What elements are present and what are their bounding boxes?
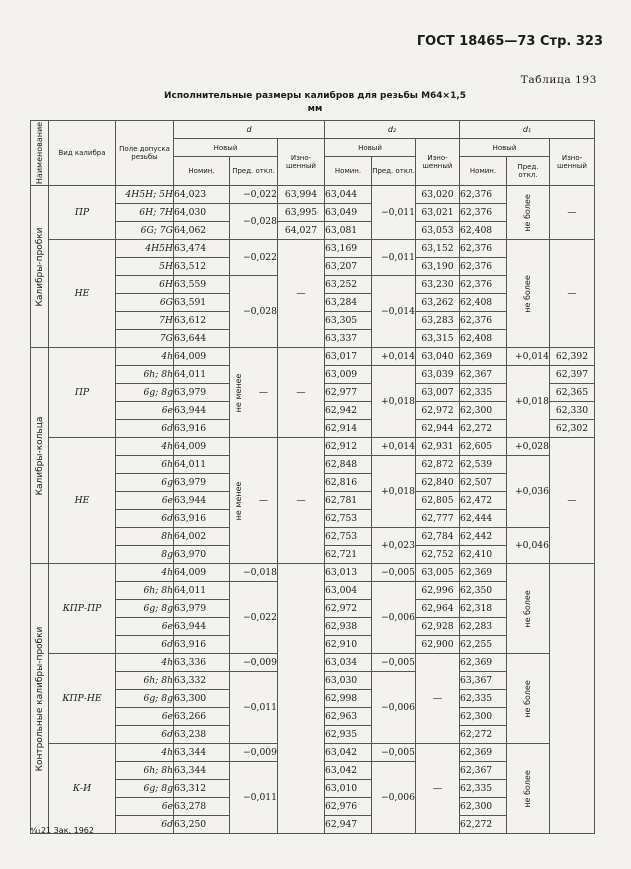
title-text: Исполнительные размеры калибров для резьбы М64×1,5 xyxy=(163,91,467,101)
dash-text: — xyxy=(258,494,269,506)
note-cell: не более xyxy=(507,240,550,348)
value-cell: 62,872 xyxy=(416,456,460,474)
value-cell: 62,972 xyxy=(325,600,372,618)
tol-cell: 6e xyxy=(116,492,174,510)
value-cell: 62,972 xyxy=(416,402,460,420)
kind-cell: К-И xyxy=(49,744,116,834)
value-cell: 63,005 xyxy=(416,564,460,582)
value-cell: 63,230 xyxy=(416,276,460,294)
value-cell: 62,300 xyxy=(460,798,507,816)
note-text: не менее xyxy=(234,481,243,520)
tol-cell: 6d xyxy=(116,726,174,744)
footer-note: ⁴⁄₄₁21 Зак. 1962 xyxy=(30,826,94,835)
dash-cell: — xyxy=(550,240,595,348)
value-cell: 62,963 xyxy=(325,708,372,726)
empty-cell xyxy=(278,564,325,834)
value-cell: 63,305 xyxy=(325,312,372,330)
dev-cell: −0,022 xyxy=(230,582,278,654)
value-cell: 64,027 xyxy=(278,222,325,240)
dev-cell: −0,006 xyxy=(372,582,416,654)
value-cell: 63,284 xyxy=(325,294,372,312)
value-cell: 63,021 xyxy=(416,204,460,222)
tol-cell: 6H xyxy=(116,276,174,294)
value-cell: 63,013 xyxy=(325,564,372,582)
tol-cell: 6g; 8g xyxy=(116,600,174,618)
value-cell: 62,300 xyxy=(460,402,507,420)
value-cell: 62,977 xyxy=(325,384,372,402)
value-cell: 63,312 xyxy=(174,780,230,798)
header-worn-d2: Изно-шенный xyxy=(416,139,460,186)
value-cell: 62,910 xyxy=(325,636,372,654)
value-cell: 64,011 xyxy=(174,582,230,600)
header-nom-d2: Номин. xyxy=(325,157,372,186)
note-cell: не более xyxy=(507,186,550,240)
tol-cell: 6d xyxy=(116,420,174,438)
tol-cell: 4H5H xyxy=(116,240,174,258)
header-new-d1: Новый xyxy=(460,139,550,157)
page-header: ГОСТ 18465—73 Стр. 323 xyxy=(416,34,603,49)
tol-cell: 6h xyxy=(116,456,174,474)
dev-cell: −0,011 xyxy=(230,672,278,744)
value-cell: 62,408 xyxy=(460,294,507,312)
tol-cell: 8g xyxy=(116,546,174,564)
table-number: Таблица 193 xyxy=(520,74,597,86)
tol-cell: 6G; 7G xyxy=(116,222,174,240)
header-tolerance: Поле допуска резьбы xyxy=(116,121,174,186)
kind-cell: ПР xyxy=(49,186,116,240)
value-cell: 62,442 xyxy=(460,528,507,546)
value-cell: 63,042 xyxy=(325,762,372,780)
tol-cell: 4h xyxy=(116,564,174,582)
value-cell: 63,995 xyxy=(278,204,325,222)
value-cell: 63,979 xyxy=(174,600,230,618)
value-cell: 62,369 xyxy=(460,348,507,366)
dev-cell: +0,023 xyxy=(372,528,416,564)
value-cell: 63,053 xyxy=(416,222,460,240)
tol-cell: 6g; 8g xyxy=(116,384,174,402)
dev-cell: +0,014 xyxy=(372,438,416,456)
group-label: Калибры-пробки xyxy=(31,186,49,348)
dev-cell: −0,011 xyxy=(372,240,416,276)
dev-cell: −0,018 xyxy=(230,564,278,582)
header-d1: d₁ xyxy=(460,121,595,139)
dev-cell: −0,022 xyxy=(230,186,278,204)
value-cell: 62,318 xyxy=(460,600,507,618)
dev-note-cell xyxy=(230,348,278,438)
value-cell: 64,002 xyxy=(174,528,230,546)
value-cell: 63,916 xyxy=(174,420,230,438)
value-cell: 63,278 xyxy=(174,798,230,816)
value-cell: 62,408 xyxy=(460,330,507,348)
tol-cell: 6g xyxy=(116,474,174,492)
tol-cell: 6h; 8h xyxy=(116,672,174,690)
value-cell: 62,410 xyxy=(460,546,507,564)
tol-cell: 4H5H; 5H xyxy=(116,186,174,204)
value-cell: 62,367 xyxy=(460,366,507,384)
value-cell: 62,283 xyxy=(460,618,507,636)
dev-note-cell xyxy=(230,438,278,564)
value-cell: 62,397 xyxy=(550,366,595,384)
tol-cell: 6d xyxy=(116,816,174,834)
value-cell: 63,190 xyxy=(416,258,460,276)
note-text: не менее xyxy=(234,373,243,412)
value-cell: 63,944 xyxy=(174,402,230,420)
value-cell: 62,816 xyxy=(325,474,372,492)
value-cell: 63,612 xyxy=(174,312,230,330)
value-cell: 62,350 xyxy=(460,582,507,600)
dash-cell: — xyxy=(416,744,460,834)
tol-cell: 4h xyxy=(116,654,174,672)
value-cell: 63,081 xyxy=(325,222,372,240)
tol-cell: 6h; 8h xyxy=(116,762,174,780)
note-cell: не более xyxy=(507,744,550,834)
value-cell: 62,996 xyxy=(416,582,460,600)
value-cell: 63,283 xyxy=(416,312,460,330)
tol-cell: 7G xyxy=(116,330,174,348)
tol-cell: 6h; 8h xyxy=(116,582,174,600)
value-cell: 62,408 xyxy=(460,222,507,240)
note-cell: не более xyxy=(507,564,550,654)
tol-cell: 6e xyxy=(116,402,174,420)
table-row xyxy=(31,564,595,582)
dev-cell: −0,006 xyxy=(372,672,416,744)
header-nom-d1: Номин. xyxy=(460,157,507,186)
value-cell: 63,039 xyxy=(416,366,460,384)
dimensions-table xyxy=(30,120,595,834)
header-dev-d1: Пред. откл. xyxy=(507,157,550,186)
value-cell: 62,539 xyxy=(460,456,507,474)
value-cell: 63,916 xyxy=(174,510,230,528)
value-cell: 63,007 xyxy=(416,384,460,402)
header-nom-d: Номин. xyxy=(174,157,230,186)
dev-cell: −0,006 xyxy=(372,762,416,834)
value-cell: 62,376 xyxy=(460,312,507,330)
value-cell: 63,512 xyxy=(174,258,230,276)
header-dev-d: Пред. откл. xyxy=(230,157,278,186)
value-cell: 62,928 xyxy=(416,618,460,636)
table-row xyxy=(31,438,595,456)
value-cell: 62,935 xyxy=(325,726,372,744)
table-row xyxy=(31,240,595,258)
value-cell: 63,017 xyxy=(325,348,372,366)
value-cell: 63,042 xyxy=(325,744,372,762)
table-row xyxy=(31,348,595,366)
dev-cell: −0,011 xyxy=(230,762,278,834)
dev-cell: −0,028 xyxy=(230,276,278,348)
value-cell: 63,332 xyxy=(174,672,230,690)
value-cell: 63,979 xyxy=(174,474,230,492)
value-cell: 63,474 xyxy=(174,240,230,258)
value-cell: 63,591 xyxy=(174,294,230,312)
value-cell: 62,964 xyxy=(416,600,460,618)
dev-cell: +0,018 xyxy=(372,456,416,528)
tol-cell: 6g; 8g xyxy=(116,690,174,708)
group-label: Калибры-кольца xyxy=(31,348,49,564)
header-name: Наименование xyxy=(31,121,49,186)
value-cell: 62,976 xyxy=(325,798,372,816)
value-cell: 62,255 xyxy=(460,636,507,654)
header-d: d xyxy=(174,121,325,139)
tol-cell: 4h xyxy=(116,438,174,456)
value-cell: 64,009 xyxy=(174,438,230,456)
value-cell: 62,376 xyxy=(460,240,507,258)
value-cell: 62,752 xyxy=(416,546,460,564)
value-cell: 63,250 xyxy=(174,816,230,834)
dash-cell: — xyxy=(416,654,460,744)
value-cell: 62,947 xyxy=(325,816,372,834)
value-cell: 62,472 xyxy=(460,492,507,510)
value-cell: 62,507 xyxy=(460,474,507,492)
value-cell: 63,009 xyxy=(325,366,372,384)
value-cell: 62,376 xyxy=(460,204,507,222)
table-row xyxy=(31,186,595,204)
dev-cell: −0,005 xyxy=(372,564,416,582)
value-cell: 63,262 xyxy=(416,294,460,312)
value-cell: 63,169 xyxy=(325,240,372,258)
value-cell: 62,840 xyxy=(416,474,460,492)
value-cell: 63,559 xyxy=(174,276,230,294)
unit-text: мм xyxy=(307,104,323,114)
header-d2: d₂ xyxy=(325,121,460,139)
value-cell: 63,152 xyxy=(416,240,460,258)
value-cell: 63,020 xyxy=(416,186,460,204)
value-cell: 62,369 xyxy=(460,564,507,582)
value-cell: 62,376 xyxy=(460,258,507,276)
kind-cell: НЕ xyxy=(49,438,116,564)
value-cell: 62,335 xyxy=(460,780,507,798)
value-cell: 63,344 xyxy=(174,744,230,762)
value-cell: 62,376 xyxy=(460,276,507,294)
value-cell: 64,011 xyxy=(174,456,230,474)
value-cell: 63,994 xyxy=(278,186,325,204)
value-cell: 62,272 xyxy=(460,816,507,834)
value-cell: 62,784 xyxy=(416,528,460,546)
tol-cell: 6d xyxy=(116,510,174,528)
header-kind: Вид калибра xyxy=(49,121,116,186)
value-cell: 62,376 xyxy=(460,186,507,204)
dev-cell: −0,022 xyxy=(230,240,278,276)
value-cell: 62,944 xyxy=(416,420,460,438)
tol-cell: 4h xyxy=(116,744,174,762)
tol-cell: 6d xyxy=(116,636,174,654)
value-cell: 62,848 xyxy=(325,456,372,474)
tol-cell: 8h xyxy=(116,528,174,546)
value-cell: 63,049 xyxy=(325,204,372,222)
dev-cell: +0,018 xyxy=(507,366,550,438)
dash-text: — xyxy=(258,386,269,398)
value-cell: 62,300 xyxy=(460,708,507,726)
dev-cell: −0,009 xyxy=(230,654,278,672)
value-cell: 62,900 xyxy=(416,636,460,654)
table-title xyxy=(160,90,470,116)
value-cell: 62,931 xyxy=(416,438,460,456)
dev-cell: +0,014 xyxy=(507,348,550,366)
value-cell: 62,392 xyxy=(550,348,595,366)
value-cell: 63,010 xyxy=(325,780,372,798)
note-cell: не более xyxy=(507,654,550,744)
value-cell: 62,912 xyxy=(325,438,372,456)
value-cell: 64,009 xyxy=(174,564,230,582)
value-cell: 62,777 xyxy=(416,510,460,528)
value-cell: 62,721 xyxy=(325,546,372,564)
dev-cell: +0,014 xyxy=(372,348,416,366)
dev-cell: +0,046 xyxy=(507,528,550,564)
value-cell: 62,998 xyxy=(325,690,372,708)
kind-cell: НЕ xyxy=(49,240,116,348)
value-cell: 62,369 xyxy=(460,744,507,762)
value-cell: 63,252 xyxy=(325,276,372,294)
dash-cell: — xyxy=(278,438,325,564)
value-cell: 63,970 xyxy=(174,546,230,564)
value-cell: 63,238 xyxy=(174,726,230,744)
value-cell: 63,944 xyxy=(174,492,230,510)
dev-cell: −0,014 xyxy=(372,276,416,348)
dash-cell: — xyxy=(550,438,595,564)
tol-cell: 6e xyxy=(116,708,174,726)
value-cell: 62,369 xyxy=(460,654,507,672)
value-cell: 62,781 xyxy=(325,492,372,510)
header-worn-d: Изно-шенный xyxy=(278,139,325,186)
tol-cell: 6h; 8h xyxy=(116,366,174,384)
group-label: Контрольные калибры-пробки xyxy=(31,564,49,834)
value-cell: 64,030 xyxy=(174,204,230,222)
dev-cell: −0,005 xyxy=(372,744,416,762)
value-cell: 63,300 xyxy=(174,690,230,708)
value-cell: 64,023 xyxy=(174,186,230,204)
value-cell: 62,330 xyxy=(550,402,595,420)
dev-cell: −0,011 xyxy=(372,186,416,240)
value-cell: 62,914 xyxy=(325,420,372,438)
value-cell: 63,044 xyxy=(325,186,372,204)
value-cell: 63,944 xyxy=(174,618,230,636)
value-cell: 63,344 xyxy=(174,762,230,780)
header-new-d: Новый xyxy=(174,139,278,157)
value-cell: 63,979 xyxy=(174,384,230,402)
dash-cell: — xyxy=(550,186,595,240)
dev-cell: +0,018 xyxy=(372,366,416,438)
kind-cell: КПР-НЕ xyxy=(49,654,116,744)
dev-cell: −0,009 xyxy=(230,744,278,762)
value-cell: 63,315 xyxy=(416,330,460,348)
value-cell: 63,367 xyxy=(460,672,507,690)
tol-cell: 6H; 7H xyxy=(116,204,174,222)
value-cell: 64,011 xyxy=(174,366,230,384)
tol-cell: 6g; 8g xyxy=(116,780,174,798)
value-cell: 62,938 xyxy=(325,618,372,636)
header-worn-d1: Изно-шенный xyxy=(550,139,595,186)
dev-cell: +0,028 xyxy=(507,438,550,456)
kind-cell: ПР xyxy=(49,348,116,438)
value-cell: 62,302 xyxy=(550,420,595,438)
value-cell: 62,444 xyxy=(460,510,507,528)
value-cell: 64,062 xyxy=(174,222,230,240)
header-dev-d2: Пред. откл. xyxy=(372,157,416,186)
tol-cell: 7H xyxy=(116,312,174,330)
value-cell: 62,942 xyxy=(325,402,372,420)
value-cell: 62,753 xyxy=(325,528,372,546)
tol-cell: 6e xyxy=(116,798,174,816)
value-cell: 62,272 xyxy=(460,420,507,438)
dash-cell: — xyxy=(278,240,325,348)
tol-cell: 4h xyxy=(116,348,174,366)
value-cell: 63,336 xyxy=(174,654,230,672)
value-cell: 63,030 xyxy=(325,672,372,690)
tol-cell: 6G xyxy=(116,294,174,312)
value-cell: 63,040 xyxy=(416,348,460,366)
value-cell: 62,272 xyxy=(460,726,507,744)
value-cell: 62,367 xyxy=(460,762,507,780)
value-cell: 62,605 xyxy=(460,438,507,456)
value-cell: 63,916 xyxy=(174,636,230,654)
dev-cell: −0,005 xyxy=(372,654,416,672)
value-cell: 63,207 xyxy=(325,258,372,276)
dev-cell: −0,028 xyxy=(230,204,278,240)
value-cell: 62,335 xyxy=(460,384,507,402)
value-cell: 63,644 xyxy=(174,330,230,348)
dash-cell: — xyxy=(278,348,325,438)
value-cell: 63,266 xyxy=(174,708,230,726)
value-cell: 62,335 xyxy=(460,690,507,708)
tol-cell: 6e xyxy=(116,618,174,636)
value-cell: 62,365 xyxy=(550,384,595,402)
value-cell: 63,004 xyxy=(325,582,372,600)
header-new-d2: Новый xyxy=(325,139,416,157)
empty-cell xyxy=(550,564,595,834)
value-cell: 63,034 xyxy=(325,654,372,672)
kind-cell: КПР-ПР xyxy=(49,564,116,654)
value-cell: 64,009 xyxy=(174,348,230,366)
value-cell: 63,337 xyxy=(325,330,372,348)
tol-cell: 5H xyxy=(116,258,174,276)
value-cell: 62,805 xyxy=(416,492,460,510)
value-cell: 62,753 xyxy=(325,510,372,528)
dev-cell: +0,036 xyxy=(507,456,550,528)
